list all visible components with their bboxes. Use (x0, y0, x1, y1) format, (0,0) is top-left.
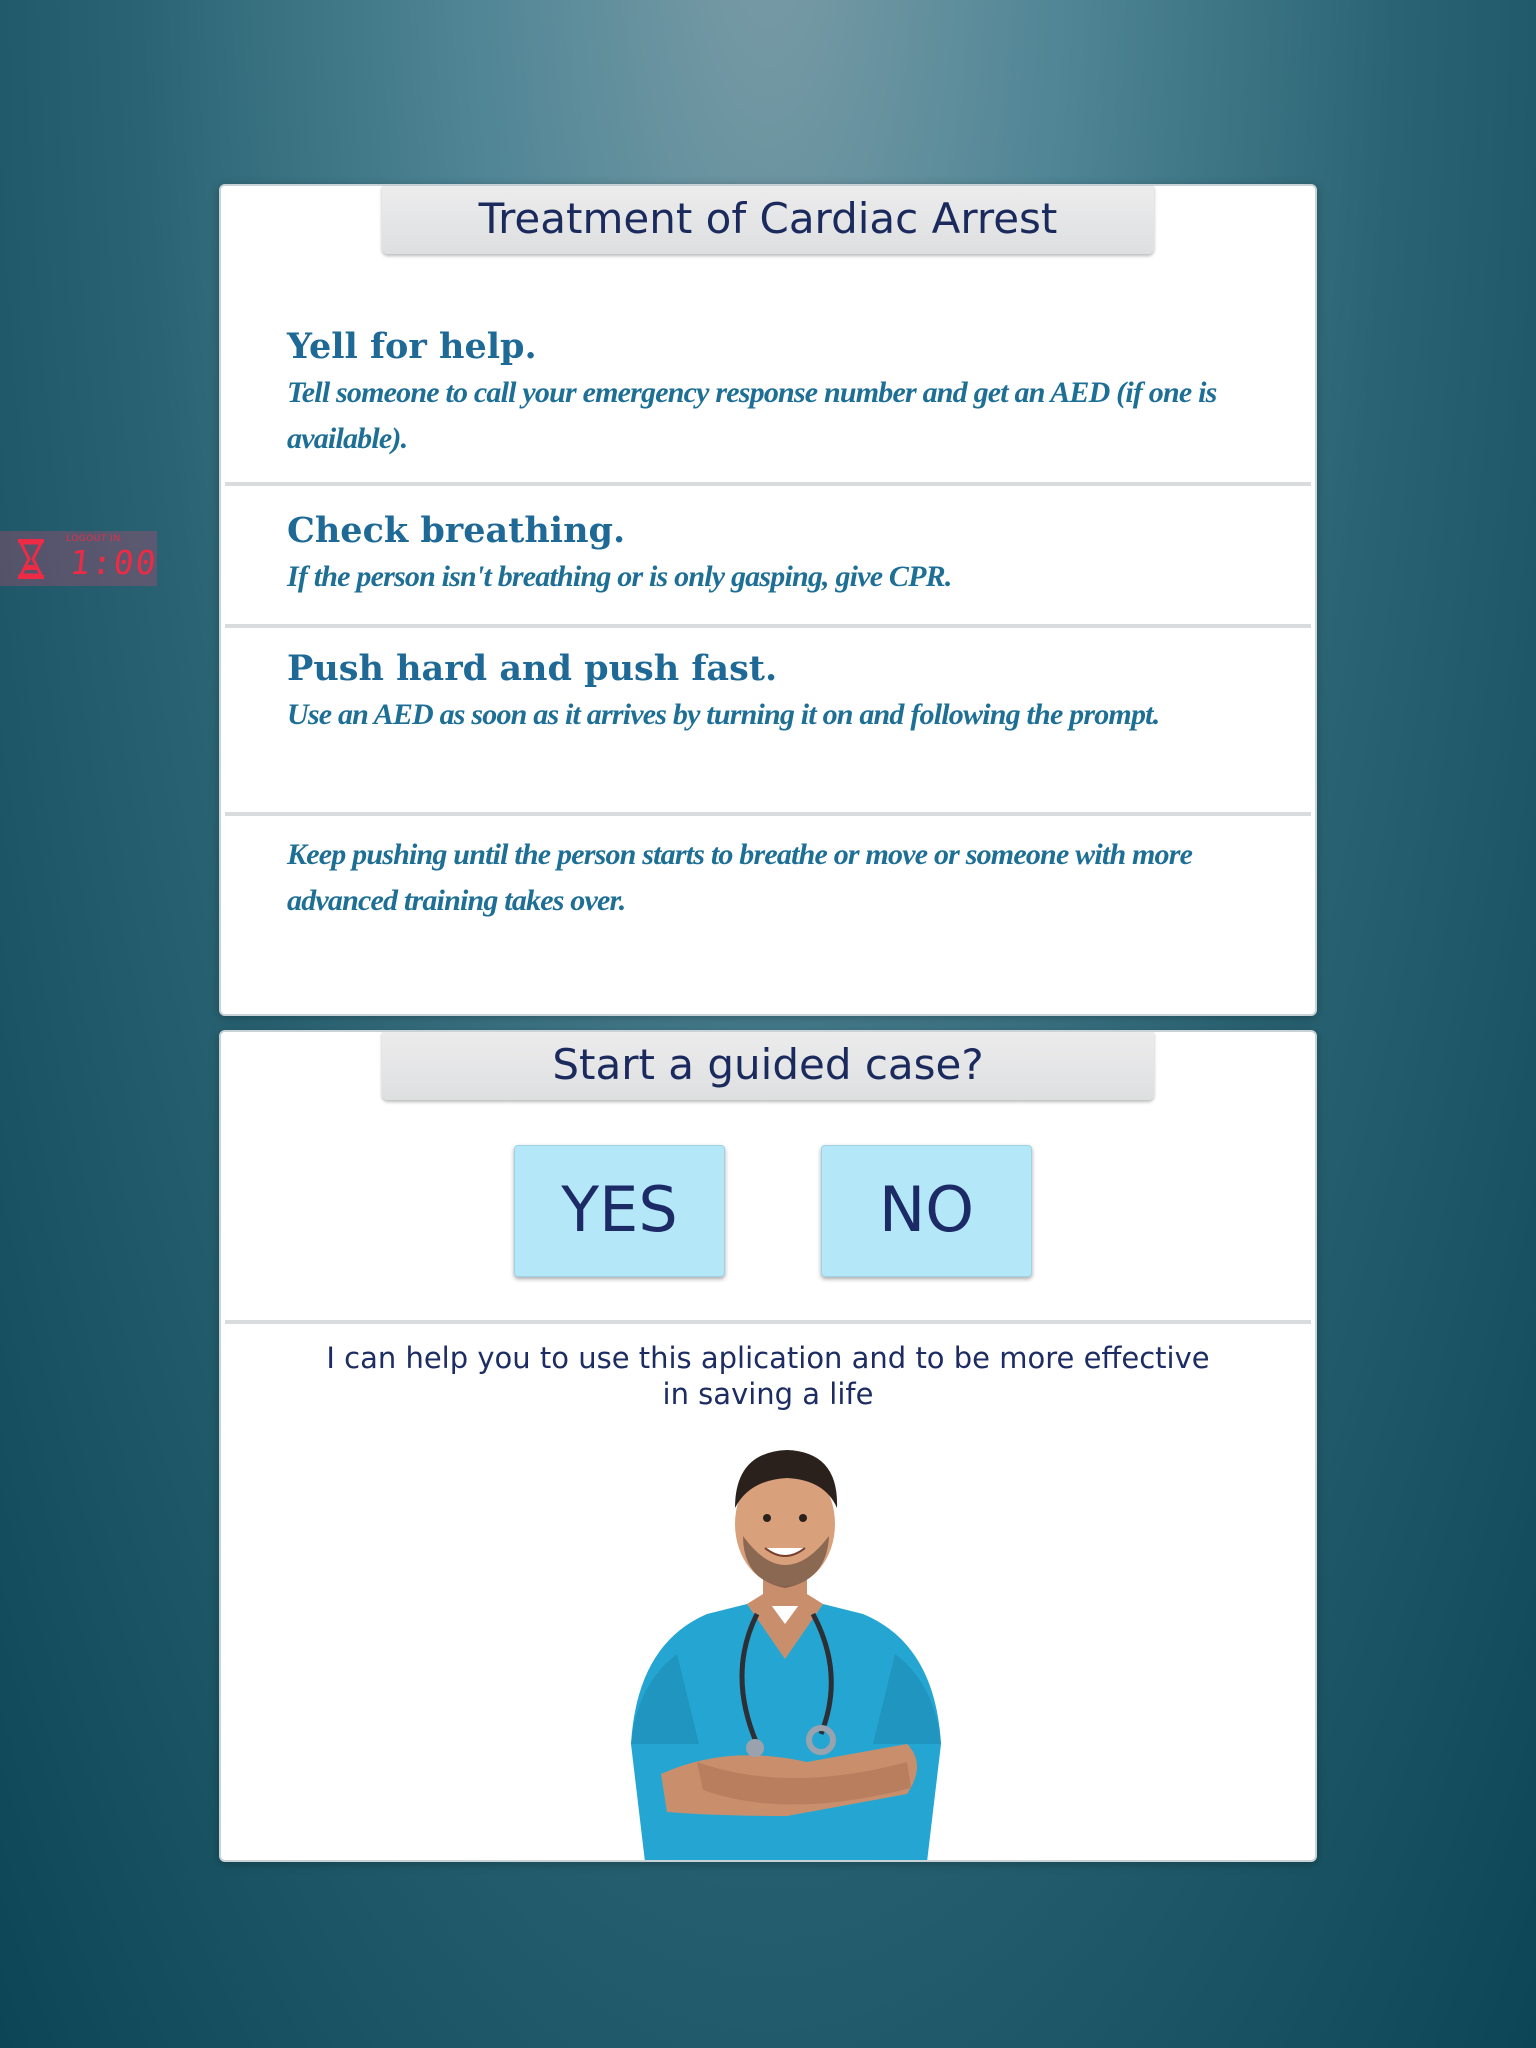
treatment-title: Treatment of Cardiac Arrest (382, 186, 1154, 254)
timer-caption: LOGOUT IN (66, 534, 121, 544)
step-body: Tell someone to call your emergency response number and get an AED (if one is available). (287, 376, 1217, 455)
timer-value: 1:00 (68, 543, 160, 582)
divider (225, 1320, 1311, 1324)
divider (225, 624, 1311, 628)
divider (225, 482, 1311, 486)
step-check-breathing (287, 508, 1267, 600)
step-title: Yell for help. (287, 326, 537, 367)
treatment-panel (219, 184, 1317, 1016)
hourglass-icon (16, 537, 46, 581)
guided-case-panel (219, 1030, 1317, 1862)
step-title: Push hard and push fast. (287, 648, 778, 689)
no-button[interactable]: NO (821, 1145, 1032, 1277)
divider (225, 812, 1311, 816)
step-body: If the person isn't breathing or is only gasping, give CPR. (287, 560, 952, 593)
step-body: Use an AED as soon as it arrives by turning it on and following the prompt. (287, 698, 1160, 731)
step-keep-pushing (287, 832, 1267, 924)
step-body: Keep pushing until the person starts to breathe or move or someone with more advanced training takes over. (287, 838, 1193, 917)
step-title: Check breathing. (287, 510, 626, 551)
yes-button[interactable]: YES (514, 1145, 725, 1277)
step-push-hard (287, 646, 1267, 738)
doctor-avatar (607, 1444, 963, 1862)
step-yell-for-help (287, 324, 1267, 462)
logout-timer (0, 531, 160, 586)
guided-case-title: Start a guided case? (382, 1032, 1154, 1100)
helper-text: I can help you to use this aplication and to be more effective in saving a life (326, 1341, 1210, 1411)
